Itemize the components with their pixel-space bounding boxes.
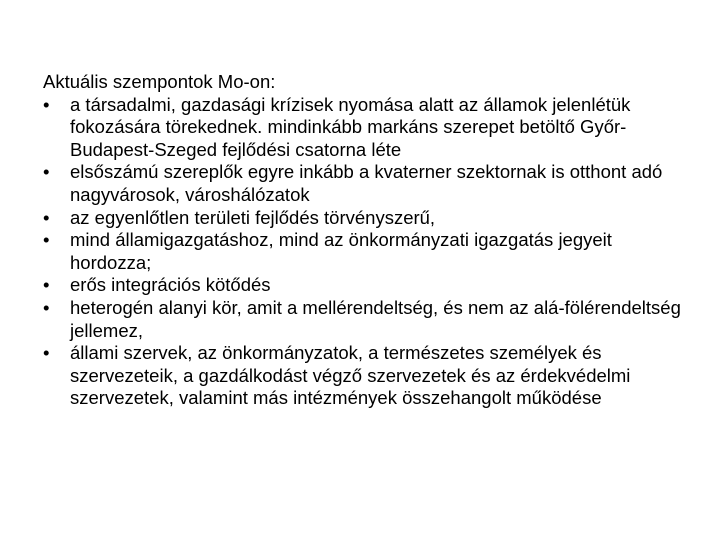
bullet-item [43,229,693,274]
bullet-item [43,274,693,297]
bullet-icon: • [43,93,50,115]
bullet-text: elsőszámú szereplők egyre inkább a kvaterner szektornak is otthont adó nagyvárosok, városhálózatok [70,161,663,205]
bullet-text: a társadalmi, gazdasági krízisek nyomása alatt az államok jelenlétük fokozására törekednek. mindinkább markáns szerepet betöltő Győr-Budapest-Szeged fejlődési csatorna léte [70,93,631,160]
bullet-item [43,342,693,410]
bullet-icon: • [43,342,50,364]
slide-heading: Aktuális szempontok Mo-on: [43,71,276,92]
bullet-icon: • [43,229,50,251]
bullet-item [43,207,693,230]
bullet-icon: • [43,161,50,183]
bullet-text: állami szervek, az önkormányzatok, a természetes személyek és szervezeteik, a gazdálkodást végző szervezetek és az érdekvédelmi szervezetek, valamint más intézmények összehangolt működése [70,342,631,409]
bullet-icon: • [43,296,50,318]
bullet-text: az egyenlőtlen területi fejlődés törvényszerű, [70,206,436,228]
bullet-item [43,161,693,206]
bullet-icon: • [43,274,50,296]
bullet-text: mind államigazgatáshoz, mind az önkormányzati igazgatás jegyeit hordozza; [70,229,612,273]
bullet-list [43,94,693,410]
bullet-item [43,94,693,162]
slide-content [43,71,693,410]
bullet-text: erős integrációs kötődés [70,274,271,296]
bullet-icon: • [43,206,50,228]
bullet-item [43,297,693,342]
bullet-text: heterogén alanyi kör, amit a mellérendeltség, és nem az alá-fölérendeltség jellemez, [70,296,681,341]
